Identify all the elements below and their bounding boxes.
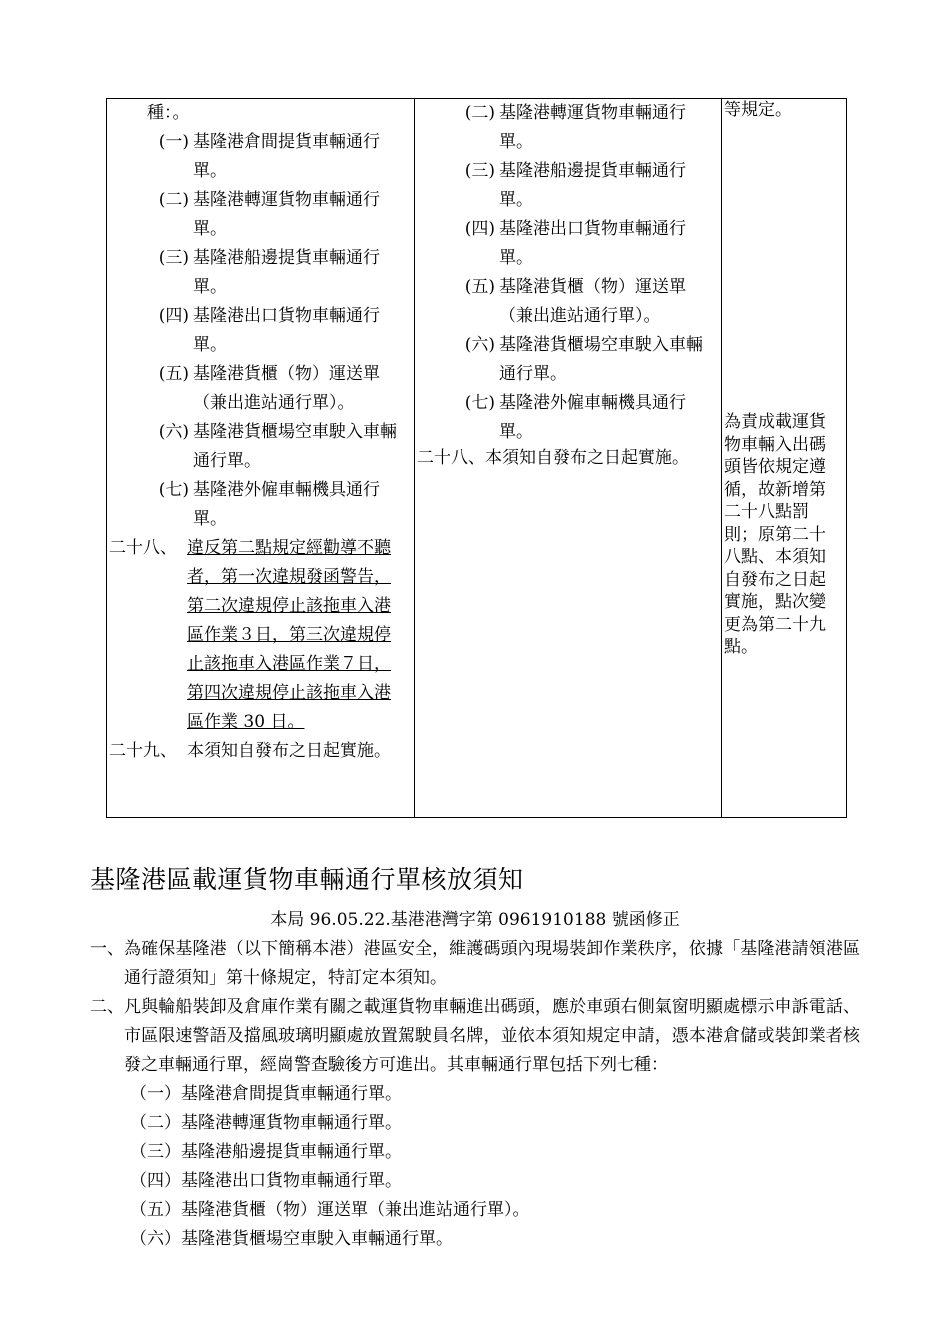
amendment-comparison-table [106,98,847,818]
paragraph-2: 二、 凡與輪船裝卸及倉庫作業有關之載運貨物車輛進出碼頭，應於車頭右側氣窗明顯處標示申訴電話、市區限速警語及擋風玻璃明顯處放置駕駛員名牌，並依本須知規定申請，憑本港倉儲或裝卸業者核發之車輛通行單，經崗警查驗後方可進出。其車輛通行單包括下列七種： [90,997,860,1075]
amended-penalty-text: 違反第二點規定經勸導不聽者，第一次違規發函警告，第二次違規停止該拖車入港區作業３日，第三次違規停止該拖車入港區作業７日，第四次違規停止該拖車入港區作業 30 日。 [187,538,391,732]
list-item: （五）基隆港貨櫃（物）運送單（兼出進站通行單）。 [130,1200,530,1220]
list-item: (四) 基隆港出口貨物車輛通行單。 [464,219,686,268]
list-item: （二）基隆港轉運貨物車輛通行單。 [130,1113,402,1133]
list-item: (七) 基隆港外僱車輛機具通行單。 [464,393,686,442]
point-28-amended: 二十八、 違反第二點規定經勸導不聽者，第一次違規發函警告，第二次違規停止該拖車入港區作業３日，第三次違規停止該拖車入港區作業７日，第四次違規停止該拖車入港區作業 30 日。 [109,538,391,732]
list-item: （三）基隆港船邊提貨車輛通行單。 [130,1142,402,1162]
original-text-column [415,99,722,818]
list-item: (七) 基隆港外僱車輛機具通行單。 [158,480,380,529]
list-item: (二) 基隆港轉運貨物車輛通行單。 [158,190,380,239]
paragraph-1: 一、 為確保基隆港（以下簡稱本港）港區安全，維護碼頭內現場裝卸作業秩序，依據「基隆港請領港區通行證須知」第十條規定，特訂定本須知。 [90,939,860,988]
explanation-top-text: 等規定。 [724,100,792,120]
document-body [90,935,860,1254]
amended-text-column [107,99,415,818]
list-item: （一）基隆港倉間提貨車輛通行單。 [130,1084,402,1104]
point-28-original: 二十八、 本須知自發布之日起實施。 [417,448,689,468]
point-29: 二十九、 本須知自發布之日起實施。 [109,741,391,761]
list-item: (五) 基隆港貨櫃（物）運送單（兼出進站通行單）。 [464,277,686,326]
explanation-column [722,99,847,818]
document-title: 基隆港區載運貨物車輛通行單核放須知 [90,865,524,894]
amendment-reference: 本局 96.05.22.基港港灣字第 0961910188 號函修正 [270,910,680,930]
list-item: (六) 基隆港貨櫃場空車駛入車輛通行單。 [158,422,397,471]
list-intro: 種：。 [147,103,190,123]
list-item: (二) 基隆港轉運貨物車輛通行單。 [464,103,686,152]
list-item: (四) 基隆港出口貨物車輛通行單。 [158,306,380,355]
list-item: (三) 基隆港船邊提貨車輛通行單。 [158,248,380,297]
list-item: (六) 基隆港貨櫃場空車駛入車輛通行單。 [464,335,703,384]
explanation-note: 為責成載運貨物車輛入出碼頭皆依規定遵循，故新增第二十八點罰則；原第二十八點、本須知自發布之日起實施，點次變更為第二十九點。 [724,412,826,657]
list-item: （四）基隆港出口貨物車輛通行單。 [130,1171,402,1191]
list-item: (五) 基隆港貨櫃（物）運送單（兼出進站通行單）。 [158,364,380,413]
list-item: (三) 基隆港船邊提貨車輛通行單。 [464,161,686,210]
list-item: (一) 基隆港倉間提貨車輛通行單。 [158,132,380,181]
list-item: （六）基隆港貨櫃場空車駛入車輛通行單。 [130,1229,453,1249]
